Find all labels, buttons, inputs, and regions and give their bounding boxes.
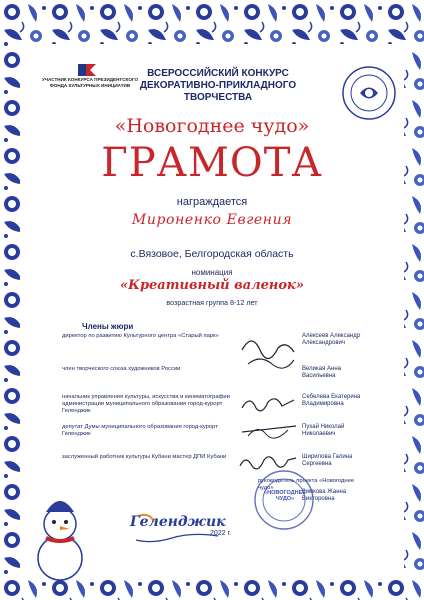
certificate-title: ГРАМОТА	[101, 140, 323, 186]
rossotrudnichestvo-seal-icon	[340, 64, 398, 122]
signature-2	[238, 390, 298, 418]
awarded-label: награждается	[176, 196, 248, 208]
jury-name: Алексеев Александр Александрович	[302, 333, 361, 347]
jury-name: Зимкова Жанна Викторовна	[302, 489, 347, 503]
nomination-title: «Креативный валенок»	[120, 278, 304, 293]
jury-position: депутат Думы муниципального образования город-курорт Геленджик	[62, 424, 218, 437]
recipient-location: с.Вязовое, Белгородская область	[130, 248, 294, 260]
contest-header: ВСЕРОССИЙСКИЙ КОНКУРС ДЕКОРАТИВНО-ПРИКЛАДНОГО ТВОРЧЕСТВА	[139, 68, 297, 103]
age-group: возрастная группа 8-12 лет	[166, 298, 258, 307]
jury-name: Великая Анна Васильевна	[302, 366, 341, 380]
jury-position: руководитель проекта «Новогоднее чудо»	[258, 478, 355, 491]
gelendzhik-logo-text: Геленджик	[130, 514, 226, 530]
jury-position: заслуженный работник культуры Кубани мастер ДПИ Кубани	[62, 454, 227, 460]
jury-title: Члены жюри	[82, 322, 134, 331]
certificate-date: 2022 г.	[210, 530, 232, 537]
jury-position: директор по развитию Культурного центра «Старый парк»	[62, 333, 219, 339]
stamp-text: «НОВОГОДНЕЕ ЧУДО»	[264, 490, 306, 502]
signature-1	[238, 330, 298, 374]
jury-name: Пухай Николай Николаевич	[302, 424, 345, 438]
recipient-name: Мироненко Евгения	[131, 212, 293, 228]
contest-subtitle: «Новогоднее чудо»	[114, 115, 310, 137]
jury-position: член творческого союза художников России	[62, 366, 181, 372]
jury-name: Себелева Екатерина Владимировна	[302, 394, 361, 408]
fund-logo-text: УЧАСТНИК КОНКУРСА ПРЕЗИДЕНТСКОГО ФОНДА КУЛЬТУРНЫХ ИНИЦИАТИВ	[41, 77, 139, 88]
jury-position: начальник управления культуры, искусства и кинематографии администрации муниципального образования город-курорт Геленджик	[62, 394, 230, 414]
jury-name: Ширилова Галина Сергеевна	[302, 454, 353, 468]
snowman-illustration	[24, 488, 94, 584]
signature-3	[240, 418, 300, 440]
nomination-label: номинация	[191, 268, 233, 277]
